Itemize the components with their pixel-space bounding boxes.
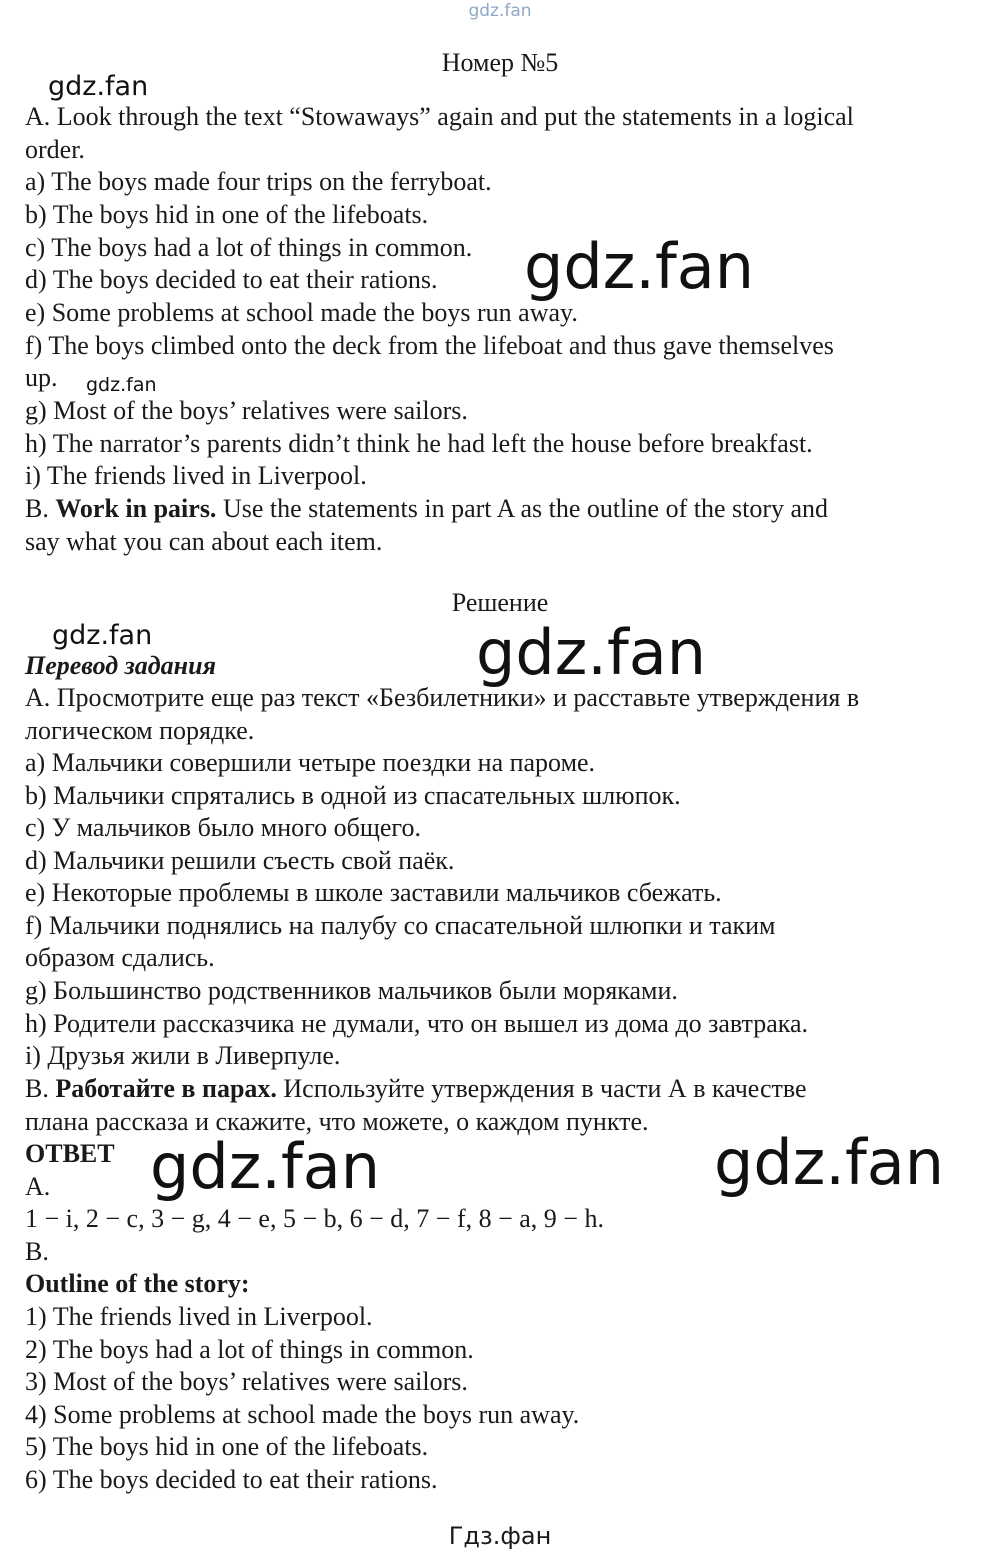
watermark-top: gdz.fan bbox=[468, 1, 532, 21]
task-item: f) The boys climbed onto the deck from the lifeboat and thus gave themselves bbox=[25, 331, 834, 360]
translation-item: b) Мальчики спрятались в одной из спасательных шлюпок. bbox=[25, 781, 681, 810]
watermark: gdz.fan bbox=[86, 374, 157, 396]
task-item: up. bbox=[25, 363, 58, 392]
answer-heading: ОТВЕТ bbox=[25, 1139, 115, 1168]
task-item: d) The boys decided to eat their rations. bbox=[25, 265, 438, 294]
translation-b-prefix: B. bbox=[25, 1074, 56, 1103]
task-item: g) Most of the boys’ relatives were sailors. bbox=[25, 396, 468, 425]
translation-item: образом сдались. bbox=[25, 943, 215, 972]
watermark: gdz.fan bbox=[524, 230, 755, 303]
translation-item: f) Мальчики поднялись на палубу со спасательной шлюпки и таким bbox=[25, 911, 776, 940]
translation-b-bold: Работайте в парах. bbox=[55, 1074, 277, 1103]
translation-item: d) Мальчики решили съесть свой паёк. bbox=[25, 846, 455, 875]
translation-item: e) Некоторые проблемы в школе заставили мальчиков сбежать. bbox=[25, 878, 722, 907]
translation-b-line: плана рассказа и скажите, что можете, о каждом пункте. bbox=[25, 1107, 649, 1136]
outline-item: 6) The boys decided to eat their rations. bbox=[25, 1465, 438, 1494]
task-item: b) The boys hid in one of the lifeboats. bbox=[25, 200, 429, 229]
task-item: e) Some problems at school made the boys run away. bbox=[25, 298, 578, 327]
translation-item: c) У мальчиков было много общего. bbox=[25, 813, 421, 842]
task-item: i) The friends lived in Liverpool. bbox=[25, 461, 367, 490]
translation-a-line: A. Просмотрите еще раз текст «Безбилетники» и расставьте утверждения в bbox=[25, 683, 860, 712]
watermark: gdz.fan bbox=[48, 71, 149, 102]
task-a-line: order. bbox=[25, 135, 85, 164]
footer-caption: Гдз.фан bbox=[448, 1522, 552, 1550]
task-b-line: say what you can about each item. bbox=[25, 527, 383, 556]
answer-a-label: A. bbox=[25, 1172, 51, 1201]
translation-item: h) Родители рассказчика не думали, что он вышел из дома до завтрака. bbox=[25, 1009, 809, 1038]
task-b-rest: Use the statements in part A as the outline of the story and bbox=[216, 494, 829, 523]
watermark: gdz.fan bbox=[52, 620, 153, 651]
task-a-line: A. Look through the text “Stowaways” again and put the statements in a logical bbox=[25, 102, 854, 131]
watermark: gdz.fan bbox=[714, 1126, 945, 1199]
task-item: c) The boys had a lot of things in common. bbox=[25, 233, 473, 262]
outline-item: 1) The friends lived in Liverpool. bbox=[25, 1302, 373, 1331]
translation-b-rest: Используйте утверждения в части А в качестве bbox=[276, 1074, 807, 1103]
task-item: h) The narrator’s parents didn’t think he had left the house before breakfast. bbox=[25, 429, 813, 458]
outline-item: 2) The boys had a lot of things in common. bbox=[25, 1335, 474, 1364]
task-b-bold: Work in pairs. bbox=[55, 494, 217, 523]
translation-item: a) Мальчики совершили четыре поездки на пароме. bbox=[25, 748, 596, 777]
page-title: Номер №5 bbox=[441, 48, 559, 77]
translation-item: g) Большинство родственников мальчиков были моряками. bbox=[25, 976, 678, 1005]
outline-heading: Outline of the story: bbox=[25, 1269, 250, 1298]
answer-b-label: B. bbox=[25, 1237, 49, 1266]
task-item: a) The boys made four trips on the ferryboat. bbox=[25, 167, 492, 196]
watermark: gdz.fan bbox=[150, 1130, 381, 1203]
outline-item: 4) Some problems at school made the boys run away. bbox=[25, 1400, 580, 1429]
answer-a-sequence: 1 − i, 2 − c, 3 − g, 4 − e, 5 − b, 6 − d, 7 − f, 8 − a, 9 − h. bbox=[25, 1204, 604, 1233]
solution-heading: Решение bbox=[451, 588, 549, 617]
translation-heading: Перевод задания bbox=[25, 651, 216, 680]
task-b-prefix: B. bbox=[25, 494, 56, 523]
watermark: gdz.fan bbox=[476, 616, 707, 689]
outline-item: 5) The boys hid in one of the lifeboats. bbox=[25, 1432, 429, 1461]
translation-b-line bbox=[25, 1073, 807, 1106]
outline-item: 3) Most of the boys’ relatives were sailors. bbox=[25, 1367, 468, 1396]
translation-a-line: логическом порядке. bbox=[25, 716, 255, 745]
translation-item: i) Друзья жили в Ливерпуле. bbox=[25, 1041, 341, 1070]
task-b-line bbox=[25, 493, 828, 526]
